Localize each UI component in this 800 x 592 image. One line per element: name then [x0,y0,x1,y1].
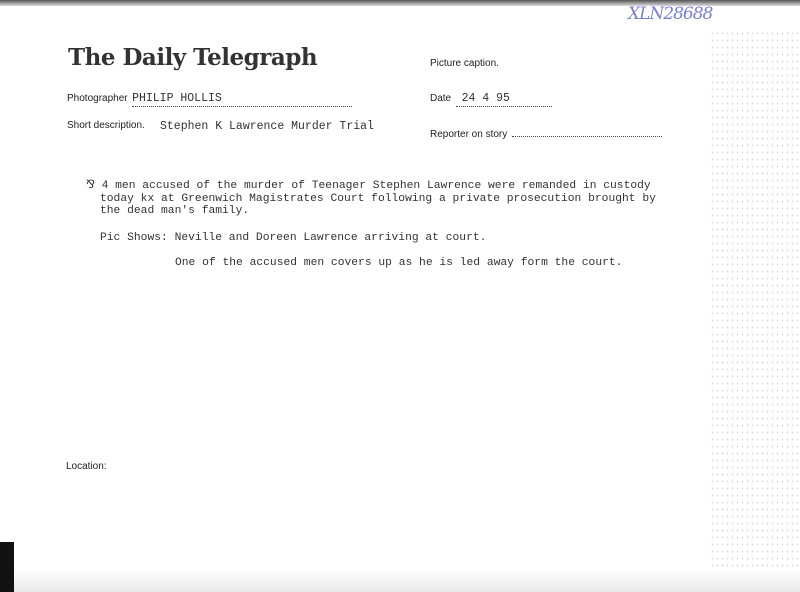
second-pic-text: One of the accused men covers up as he is led away form the court. [175,257,623,269]
location-label: Location: [66,461,107,472]
handwritten-reference: XLN28688 [628,4,713,24]
caption-line: today kx at Greenwich Magistrates Court following a private prosecution brought by [100,192,656,205]
caption-line: the dead man's family. [100,205,250,217]
reporter-value-line [512,136,662,137]
date-value-line [456,88,552,107]
caption-line: ⅋ 4 men accused of the murder of Teenager Stephen Lawrence were remanded in custody [86,180,651,192]
photographer-value: PHILIP HOLLIS [132,92,222,105]
scan-bottom-edge [0,570,800,592]
reporter-field [430,124,662,142]
pic-shows-text: Pic Shows: Neville and Doreen Lawrence arriving at court. [100,232,487,244]
picture-caption-label: Picture caption. [430,58,499,69]
caption-text [86,180,656,218]
scan-noise [710,30,800,570]
date-value: 24 4 95 [461,92,510,105]
photographer-value-line [132,88,352,107]
newspaper-masthead: The Daily Telegraph [68,44,318,71]
short-description-value: Stephen K Lawrence Murder Trial [160,120,374,133]
short-description-label: Short description. [67,120,145,131]
date-label: Date [430,93,452,104]
scan-left-edge [0,542,14,592]
reporter-label: Reporter on story [430,129,508,140]
photographer-label: Photographer [67,93,128,104]
date-field [430,88,552,107]
photographer-field [67,88,352,107]
